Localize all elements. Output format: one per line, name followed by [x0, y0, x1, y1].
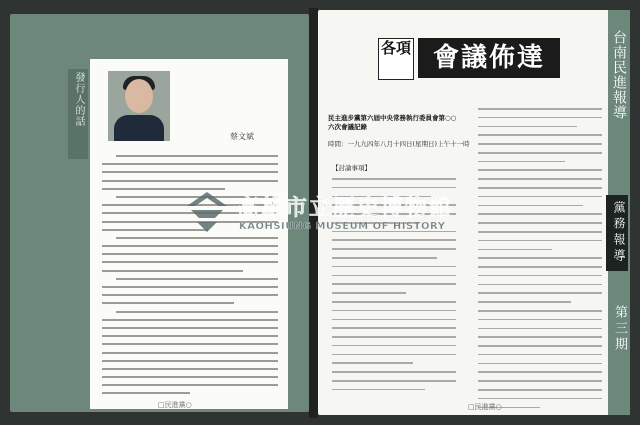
column-b-text [478, 108, 602, 415]
right-page-number: □民進黨○ [468, 403, 502, 411]
museum-watermark [185, 185, 465, 245]
section-label: 黨務報導 [606, 195, 628, 271]
portrait-face [125, 79, 153, 113]
section-heading: 【討論事項】 [332, 164, 371, 172]
column-title: 發行人的話 [73, 72, 84, 127]
author-name: 蔡文斌 [230, 132, 254, 141]
portrait-suit [114, 115, 164, 141]
watermark-english: KAOHSIUNG MUSEUM OF HISTORY [239, 221, 446, 232]
author-portrait [108, 71, 170, 141]
issue-number: 第三期 [612, 305, 627, 353]
meeting-date: 時間：一九九四年八月十四日(星期日)上午十一時 [328, 140, 470, 148]
banner-title: 會議佈達 [418, 38, 560, 78]
banner-prefix: 各項 [378, 38, 414, 80]
left-page-number: □民進黨○ [158, 401, 192, 409]
museum-logo-icon [185, 190, 229, 234]
meeting-heading: 民主進步黨第六屆中央常務執行委員會第○○六次會議記錄 [328, 114, 457, 131]
magazine-title: 台南民進報導 [611, 30, 627, 120]
watermark-chinese: 高雄市立歷史博物館 [237, 196, 454, 221]
